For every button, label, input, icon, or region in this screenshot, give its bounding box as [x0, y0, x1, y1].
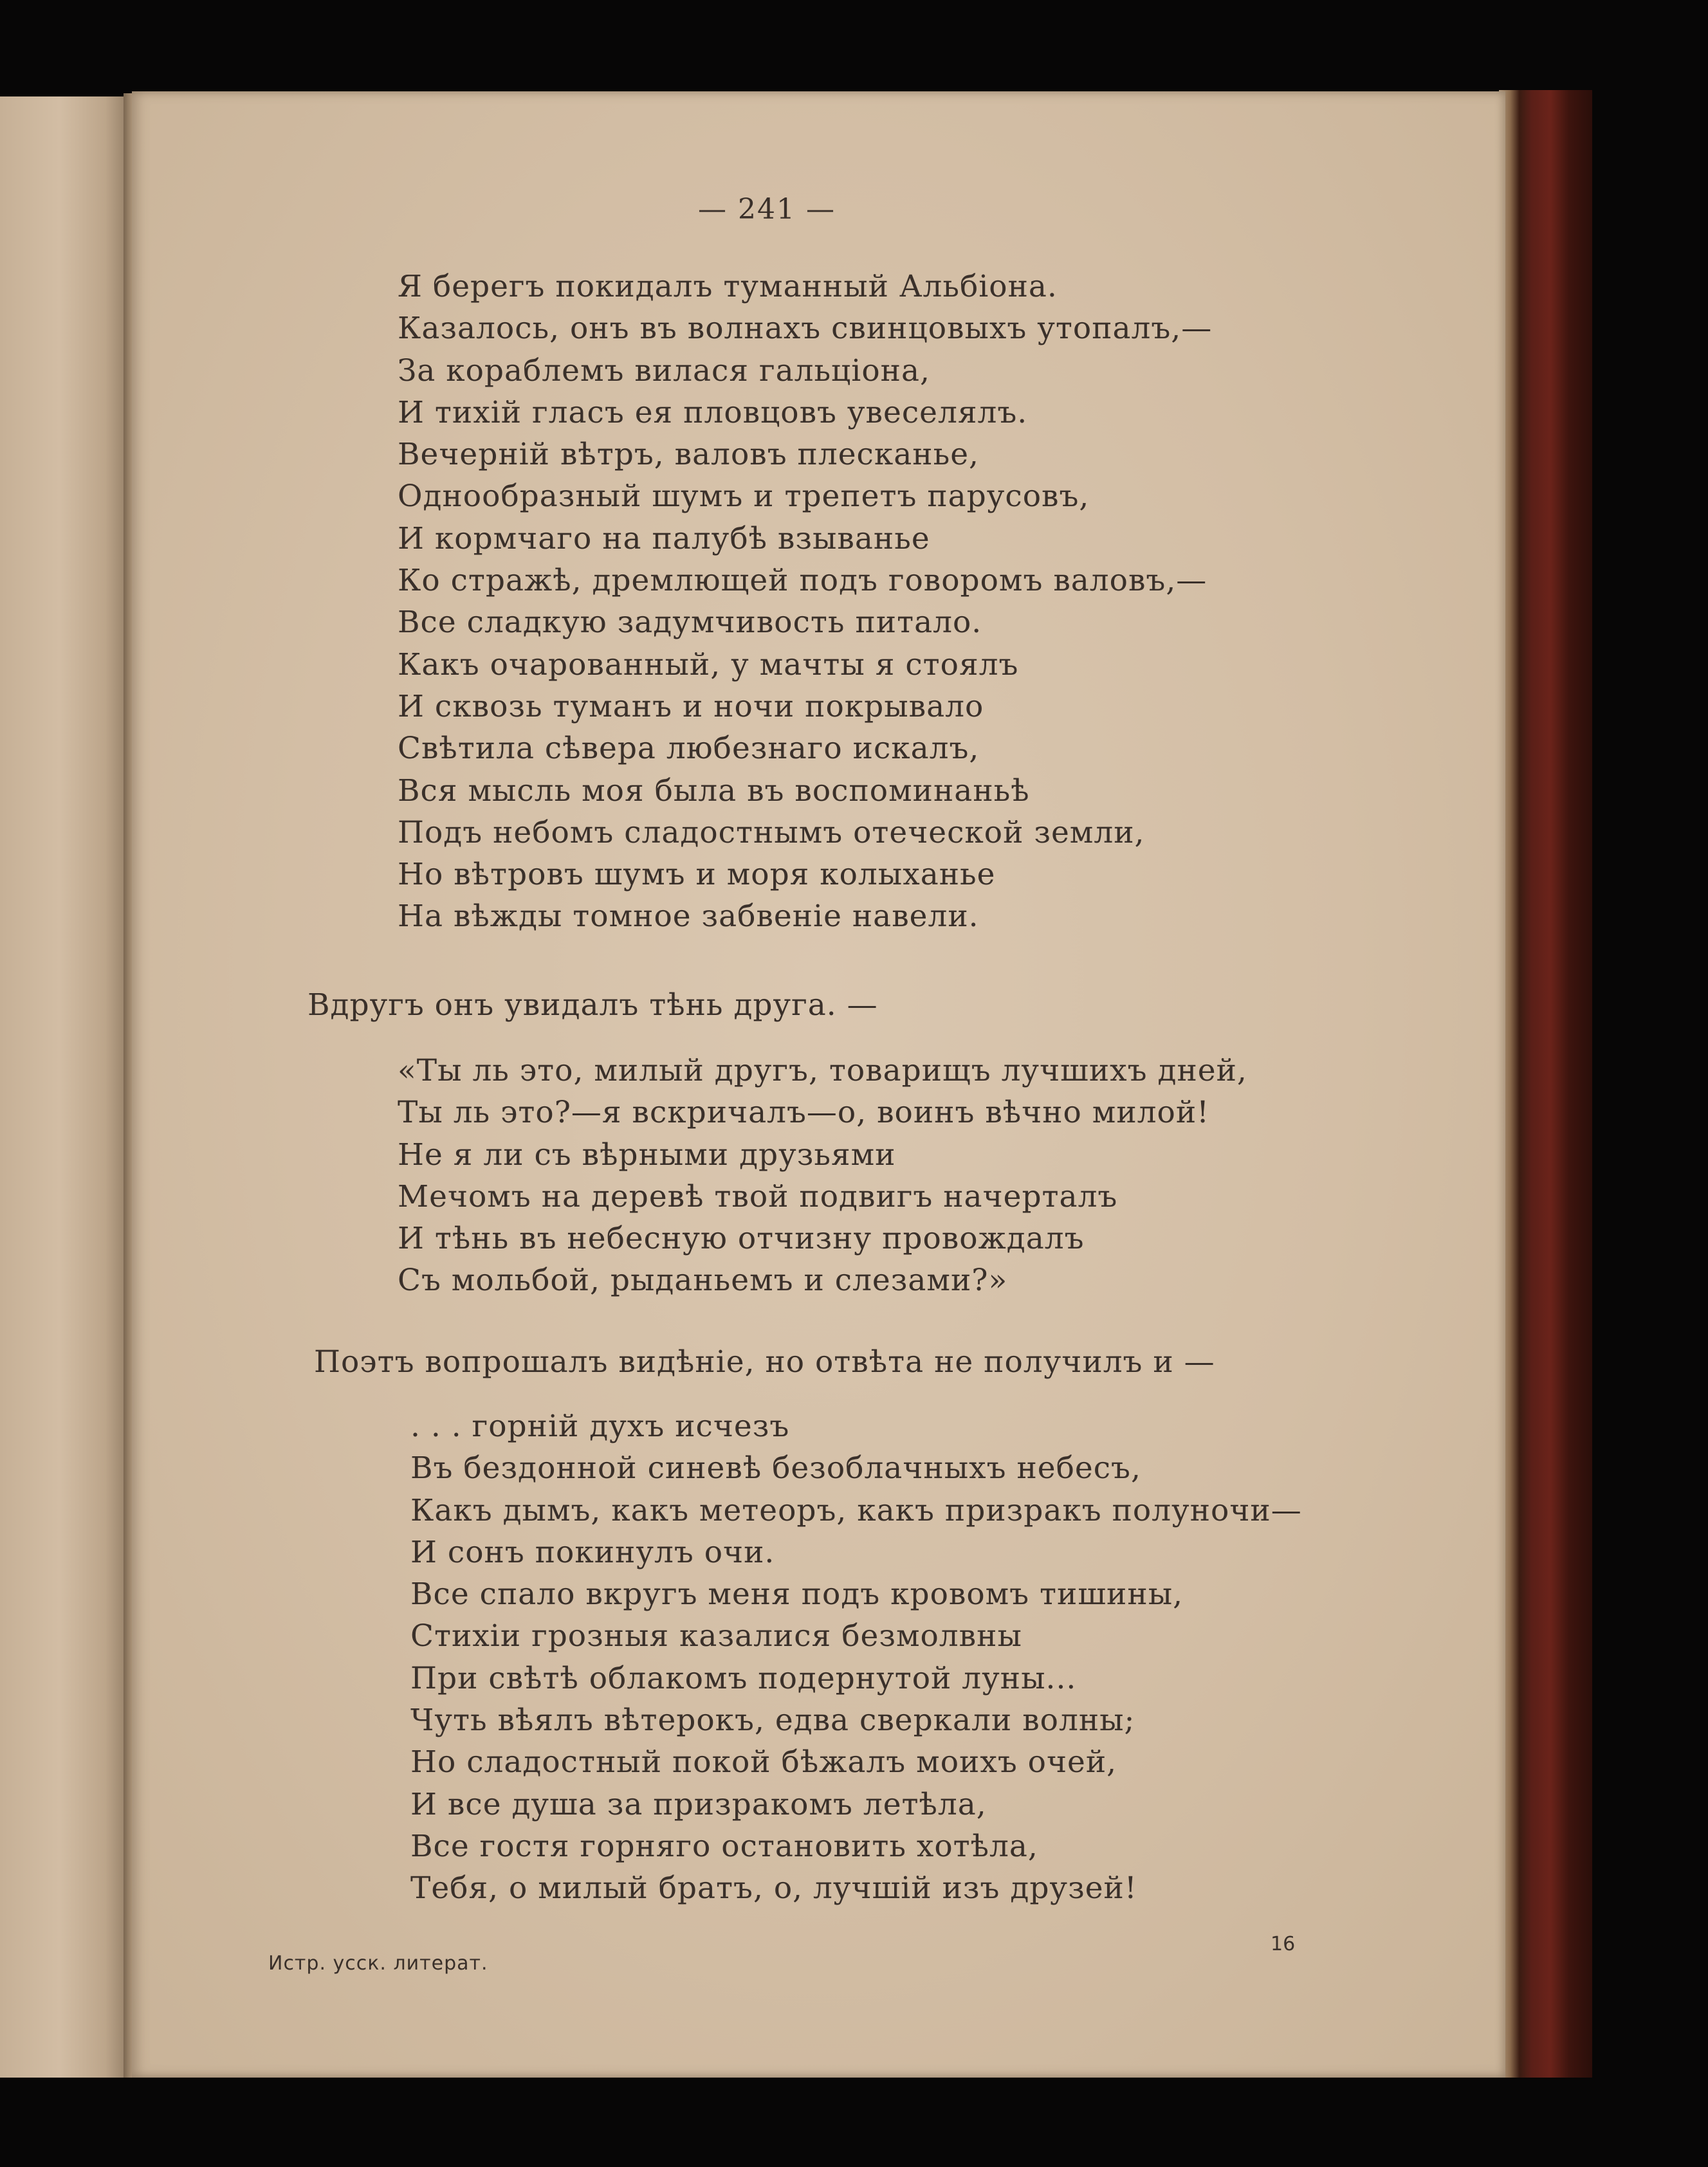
- verse-line: И сквозь туманъ и ночи покрывало: [398, 688, 984, 724]
- verse-line: Чуть вѣялъ вѣтерокъ, едва сверкали волны;: [410, 1703, 1135, 1739]
- stanza-3: [410, 1405, 1302, 1910]
- prose-line-2: Поэтъ вопрошалъ видѣніе, но отвѣта не получилъ и —: [314, 1344, 1215, 1380]
- verse-line: Съ мольбой, рыданьемъ и слезами?»: [398, 1263, 1008, 1299]
- stanza-1: [398, 266, 1212, 938]
- verse-line: Какъ дымъ, какъ метеоръ, какъ призракъ полуночи—: [410, 1492, 1302, 1528]
- verse-line: Какъ очарованный, у мачты я стоялъ: [398, 646, 1019, 682]
- verse-line: Казалось, онъ въ волнахъ свинцовыхъ утопалъ,—: [398, 311, 1213, 347]
- verse-line: Однообразный шумъ и трепетъ парусовъ,: [398, 479, 1090, 515]
- verse-line: Подъ небомъ сладостнымъ отеческой земли,: [398, 814, 1145, 850]
- signature-mark: Истр. усск. литерат.: [268, 1952, 488, 1975]
- verse-line: Вечерній вѣтръ, валовъ плесканье,: [398, 437, 979, 473]
- verse-line: Все гостя горняго остановить хотѣла,: [410, 1828, 1038, 1864]
- signature-number: 16: [1271, 1933, 1296, 1955]
- verse-line: Стихіи грозныя казалися безмолвны: [410, 1618, 1022, 1654]
- verse-line: Но вѣтровъ шумъ и моря колыханье: [398, 857, 996, 893]
- verse-line: Въ бездонной синевѣ безоблачныхъ небесъ,: [410, 1450, 1141, 1486]
- verse-line: При свѣтѣ облакомъ подернутой луны...: [410, 1660, 1077, 1696]
- prose-line-1: Вдругъ онъ увидалъ тѣнь друга. —: [308, 987, 878, 1023]
- verse-line: «Ты ль это, милый другъ, товарищъ лучшихъ дней,: [398, 1053, 1247, 1088]
- verse-line: За кораблемъ вилася гальціона,: [398, 352, 930, 389]
- verse-line: И сонъ покинулъ очи.: [410, 1534, 775, 1570]
- stanza-2: [398, 1050, 1247, 1302]
- verse-line: Не я ли съ вѣрными друзьями: [398, 1137, 896, 1173]
- verse-line: Все сладкую задумчивость питало.: [398, 605, 982, 641]
- verse-line: Вся мысль моя была въ воспоминаньѣ: [398, 773, 1030, 809]
- verse-line: И тѣнь въ небесную отчизну провождалъ: [398, 1221, 1085, 1257]
- verse-line: На вѣжды томное забвеніе навели.: [398, 899, 979, 935]
- verse-line: . . . горній духъ исчезъ: [410, 1409, 790, 1444]
- verse-line: Тебя, о милый братъ, о, лучшій изъ друзей!: [410, 1870, 1137, 1906]
- verse-line: Ты ль это?—я вскричалъ—о, воинъ вѣчно милой!: [398, 1095, 1210, 1131]
- left-page-edge: [0, 96, 132, 2078]
- book-cover-edge: [1499, 90, 1592, 2078]
- verse-line: Ко стражѣ, дремлющей подъ говоромъ валовъ,—: [398, 563, 1208, 599]
- verse-line: И все душа за призракомъ летѣла,: [410, 1786, 987, 1822]
- verse-line: Мечомъ на деревѣ твой подвигъ начерталъ: [398, 1178, 1118, 1214]
- verse-line: Я берегъ покидалъ туманный Альбіона.: [398, 269, 1058, 304]
- verse-line: Свѣтила сѣвера любезнаго искалъ,: [398, 731, 980, 767]
- verse-line: Все спало вкругъ меня подъ кровомъ тишины,: [410, 1577, 1184, 1613]
- verse-line: И кормчаго на палубѣ взыванье: [398, 520, 930, 556]
- verse-line: И тихій гласъ ея пловцовъ увеселялъ.: [398, 394, 1028, 430]
- page-number: — 241 —: [698, 193, 836, 226]
- verse-line: Но сладостный покой бѣжалъ моихъ очей,: [410, 1744, 1117, 1780]
